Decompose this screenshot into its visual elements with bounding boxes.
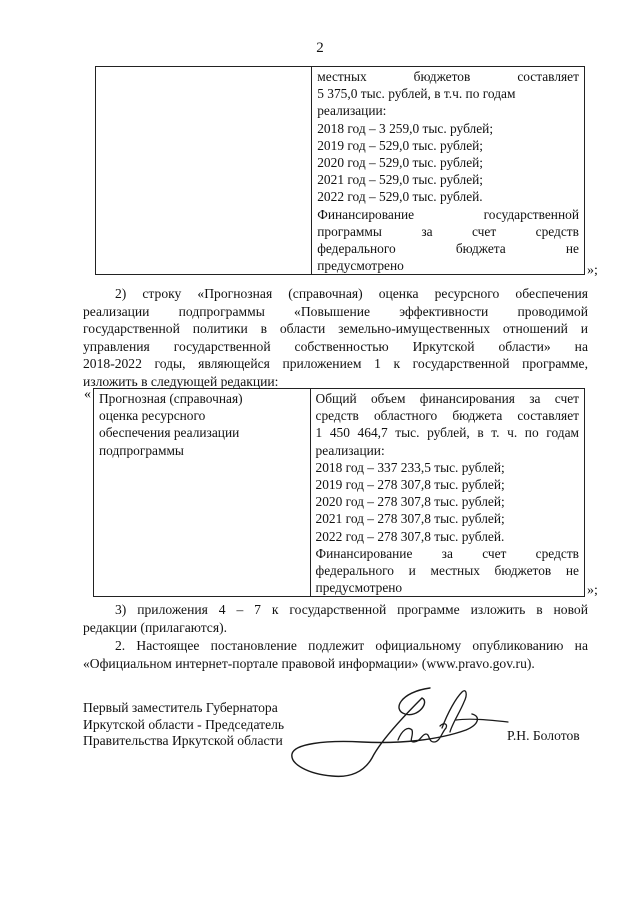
page-number: 2 xyxy=(316,40,324,56)
position-line: Первый заместитель Губернатора xyxy=(83,700,278,715)
table1-right-cell xyxy=(312,67,585,275)
signatory-position xyxy=(83,700,284,750)
financing-table-new xyxy=(93,388,585,597)
position-line: Правительства Иркутской области xyxy=(83,733,283,748)
table2-left-cell xyxy=(94,389,311,597)
table2-line: 2019 год – 278 307,8 тыс. рублей; xyxy=(315,477,505,493)
position-line: Иркутской области - Председатель xyxy=(83,716,285,732)
table2-line: 2018 год – 337 233,5 тыс. рублей; xyxy=(315,459,505,475)
table2-line: средств областного бюджета составляет xyxy=(315,408,579,424)
table1-line: 2019 год – 529,0 тыс. рублей; xyxy=(317,137,484,153)
table2-line: Общий объем финансирования за счет xyxy=(315,391,579,406)
paragraph-line: управления государственной собственностью Иркутской области» на xyxy=(83,338,588,354)
table1-line: федерального бюджета не xyxy=(317,241,579,257)
table1-line: Финансирование государственной xyxy=(317,206,579,222)
paragraph-line: реализации подпрограммы «Повышение эффективности проводимой xyxy=(83,303,588,319)
amendment-paragraph-2 xyxy=(83,285,588,391)
paragraph-line: редакции (прилагаются). xyxy=(83,619,228,635)
table2-line: федерального и местных бюджетов не xyxy=(315,563,579,579)
table2-left-line: подпрограммы xyxy=(99,442,184,458)
table1-line: реализации: xyxy=(317,103,387,119)
financing-table-continued xyxy=(95,66,585,275)
table2-line: 2022 год – 278 307,8 тыс. рублей. xyxy=(315,528,505,544)
table1-line: программы за счет средств xyxy=(317,223,579,239)
paragraph-line: 3) приложения 4 – 7 к государственной программе изложить в новой xyxy=(115,602,588,617)
paragraph-line: «Официальном интернет-портале правовой информации» (www.pravo.gov.ru). xyxy=(83,655,535,671)
table1-line: 2021 год – 529,0 тыс. рублей; xyxy=(317,172,484,188)
table2-opening-quote: « xyxy=(84,387,91,402)
table1-line: 2018 год – 3 259,0 тыс. рублей; xyxy=(317,120,494,136)
signatory-name: Р.Н. Болотов xyxy=(507,728,580,743)
amendment-paragraph-3 xyxy=(83,601,588,636)
table1-line: 2022 год – 529,0 тыс. рублей. xyxy=(317,189,483,205)
paragraph-line: 2) строку «Прогнозная (справочная) оценка ресурсного обеспечения xyxy=(115,286,588,301)
table2-line: реализации: xyxy=(315,442,385,458)
table1-line: предусмотрено xyxy=(317,258,404,274)
table2-line: 2021 год – 278 307,8 тыс. рублей; xyxy=(315,511,505,527)
table1-line: 2020 год – 529,0 тыс. рублей; xyxy=(317,155,484,171)
paragraph-line: 2018-2022 годы, являющейся приложением 1 к государственной программе, xyxy=(83,356,588,372)
table2-left-line: оценка ресурсного xyxy=(99,408,206,424)
table1-line: 5 375,0 тыс. рублей, в т.ч. по годам xyxy=(317,86,516,102)
table2-line: предусмотрено xyxy=(315,580,403,596)
table2-right-cell xyxy=(310,389,584,597)
table2-left-line: обеспечения реализации xyxy=(99,425,240,441)
paragraph-line: государственной политики в области земельно-имущественных отношений и xyxy=(83,321,588,337)
table1-line: местных бюджетов составляет xyxy=(317,69,579,84)
publication-paragraph xyxy=(83,637,588,672)
table1-closing-quote: »; xyxy=(587,263,598,278)
table2-closing-quote: »; xyxy=(587,583,598,598)
table2-left-line: Прогнозная (справочная) xyxy=(99,391,243,406)
paragraph-line: изложить в следующей редакции: xyxy=(83,373,279,389)
table1-left-cell xyxy=(96,67,312,275)
handwritten-signature xyxy=(280,680,520,800)
table2-line: 2020 год – 278 307,8 тыс. рублей; xyxy=(315,494,505,510)
table2-line: 1 450 464,7 тыс. рублей, в т. ч. по годам xyxy=(315,425,579,441)
table2-line: Финансирование за счет средств xyxy=(315,545,579,561)
paragraph-line: 2. Настоящее постановление подлежит официальному опубликованию на xyxy=(115,638,588,653)
